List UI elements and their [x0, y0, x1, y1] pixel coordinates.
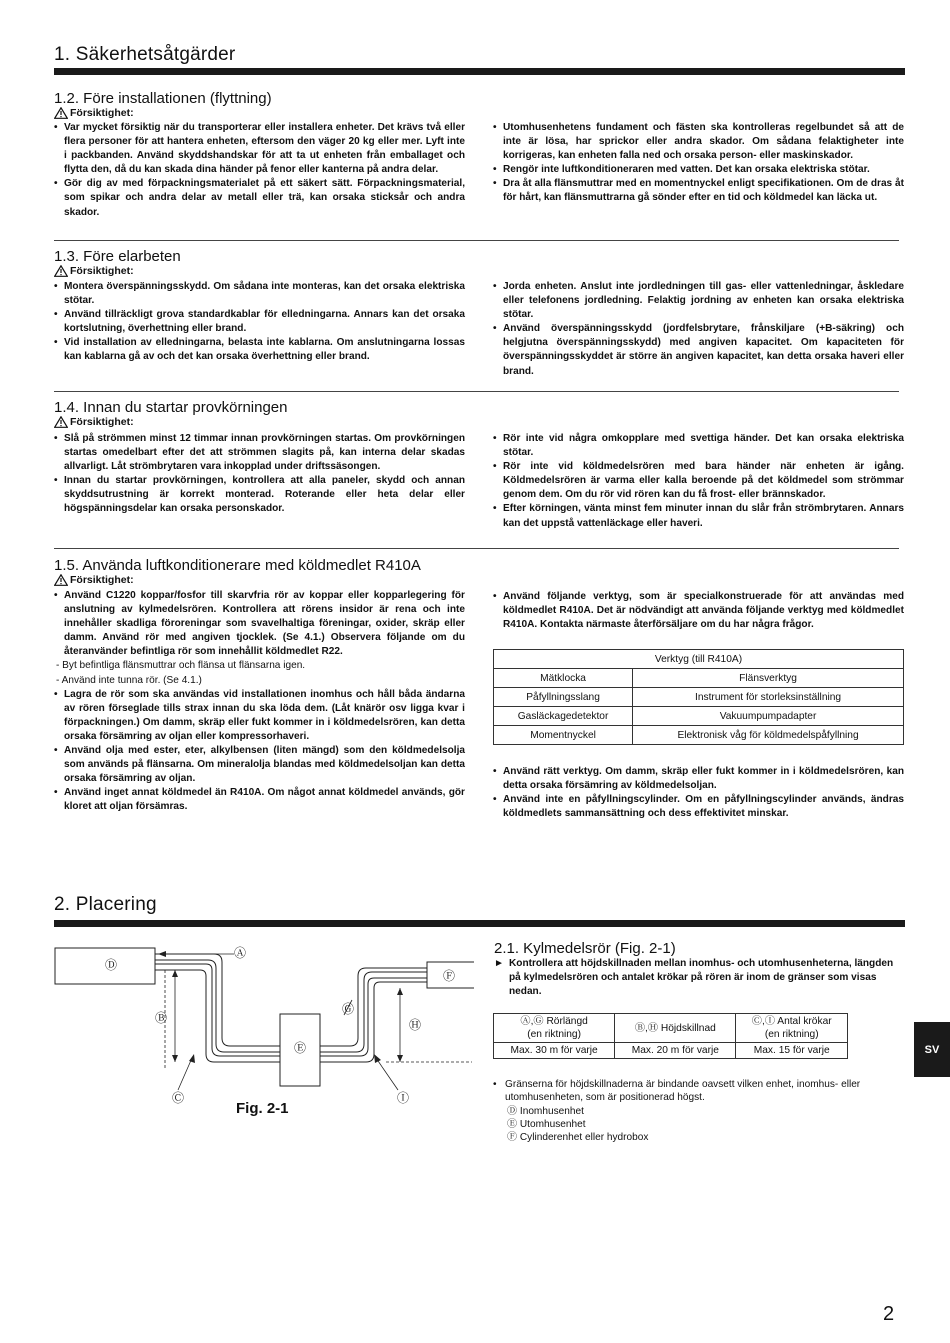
table-cell: Max. 30 m för varje	[494, 1043, 615, 1059]
s14-title: 1.4. Innan du startar provkörningen	[54, 399, 288, 416]
legend-item: Ⓓ Inomhusenhet	[507, 1105, 584, 1117]
table-cell: Vakuumpumpadapter	[633, 707, 904, 726]
section-2-title: 2. Placering	[54, 894, 157, 915]
tools-table-header: Verktyg (till R410A)	[494, 650, 904, 669]
s14-right	[493, 432, 904, 531]
section-1-rule	[54, 68, 905, 75]
s14-left	[54, 432, 465, 517]
list-item: • Rör inte vid köldmedelsrören med bara händer när enheten är igång. Köldmedelsrören är varma eller kalla beroende på det köldmedel som strömmar genom dem. Om du rör vid rören kan du få frost- eller brännskador.	[493, 460, 904, 502]
table-cell: Flänsverktyg	[633, 669, 904, 688]
header-line: Ⓐ,Ⓖ Rörlängd	[520, 1016, 588, 1027]
list-item: • Utomhusenhetens fundament och fästen ska kontrolleras regelbundet så att de inte är lösa, har sprickor eller andra skador. Om sådana felaktigheter inte korrigeras, kan enheten falla ned och orsaka person- eller maskinskador.	[493, 121, 904, 163]
pipe-line	[155, 970, 280, 1062]
label-f: Ⓕ	[443, 969, 456, 983]
list-item: • Använd överspänningsskydd (jordfelsbrytare, frånskiljare (+B-säkring) och helgjutna överspänningsskydd) med angiven kapacitet. Om kapaciteten för överspänningsskyddet är större än angiven kapacitet, kan detta orsaka haveri eller brand.	[493, 322, 904, 378]
label-e: Ⓔ	[294, 1041, 307, 1055]
list-item: • Rengör inte luftkonditioneraren med vatten. Det kan orsaka elektriska stötar.	[493, 163, 904, 177]
table-cell: Max. 15 för varje	[736, 1043, 848, 1059]
warning-icon	[54, 416, 68, 428]
page-number: 2	[883, 1303, 895, 1325]
s21-instruction	[494, 957, 906, 999]
section-1-title: 1. Säkerhetsåtgärder	[54, 44, 236, 65]
s12-caution	[54, 107, 134, 119]
s13-caution	[54, 265, 134, 277]
list-item: • Använd tillräckligt grova standardkablar för elledningarna. Annars kan det orsaka kortslutning, överhettning eller brand.	[54, 308, 465, 336]
arrow-head	[172, 1055, 178, 1062]
table-cell: Påfyllningsslang	[494, 688, 633, 707]
arrow-head	[189, 1054, 195, 1063]
s15-right-top	[493, 590, 904, 632]
caution-label: Försiktighet:	[70, 574, 134, 586]
s12-title: 1.2. Före installationen (flyttning)	[54, 90, 272, 107]
divider	[54, 391, 899, 392]
list-item: • Rör inte vid några omkopplare med svettiga händer. Det kan orsaka elektriska stötar.	[493, 432, 904, 460]
list-subitem: - Byt befintliga flänsmuttrar och flänsa ut flänsarna igen.	[56, 660, 306, 672]
bullet-icon: •	[493, 1079, 497, 1090]
s12-right	[493, 121, 904, 206]
table-cell: Momentnyckel	[494, 726, 633, 745]
s21-title: 2.1. Kylmedelsrör (Fig. 2-1)	[494, 940, 676, 957]
label-b: Ⓑ	[155, 1011, 168, 1025]
arrow-head	[158, 951, 166, 957]
table-cell: Gasläckagedetektor	[494, 707, 633, 726]
caution-label: Försiktighet:	[70, 107, 134, 119]
arrow-head	[397, 1055, 403, 1062]
header-line: Ⓒ,Ⓘ Antal krökar	[751, 1016, 832, 1027]
list-item: • Dra åt alla flänsmuttrar med en momentnyckel enligt specifikationen. Om de dras åt för hårt, kan flänsmuttrarna gå sönder efter en tid och köldmedel kan läcka ut.	[493, 177, 904, 205]
figure-caption: Fig. 2-1	[236, 1100, 289, 1117]
s15-caution	[54, 574, 134, 586]
label-h: Ⓗ	[409, 1018, 422, 1032]
leader-line	[178, 1058, 192, 1090]
caution-label: Försiktighet:	[70, 265, 134, 277]
table-header-cell	[494, 1014, 615, 1043]
label-c: Ⓒ	[172, 1091, 185, 1105]
list-item: • Innan du startar provkörningen, kontrollera att alla paneler, skydd och annan skyddsutrustning är korrekt monterad. Roterande eller heta delar eller högspänningsdelar kan orsaka personskador.	[54, 474, 465, 516]
legend-item: Ⓔ Utomhusenhet	[507, 1118, 586, 1130]
label-d: Ⓓ	[105, 958, 118, 972]
table-cell: Instrument för storleksinställning	[633, 688, 904, 707]
warning-icon	[54, 107, 68, 119]
note-text: Gränserna för höjdskillnaderna är bindande oavsett vilken enhet, inomhus- eller utomhusenheten, som är positionerad högst.	[505, 1079, 861, 1104]
table-header-cell: Ⓑ,Ⓗ Höjdskillnad	[615, 1014, 736, 1043]
section-2-rule	[54, 920, 905, 927]
list-item: • Montera överspänningsskydd. Om sådana inte monteras, kan det orsaka elektriska stötar.	[54, 280, 465, 308]
warning-icon	[54, 574, 68, 586]
warning-icon	[54, 265, 68, 277]
language-tab: SV	[914, 1022, 950, 1077]
tools-table	[493, 649, 904, 745]
list-item: • Slå på strömmen minst 12 timmar innan provkörningen startas. Om provkörningen startas omedelbart efter det att strömmen slagits på, kan interna delar skadas allvarligt. Låt strömbrytaren vara inkopplad under driftssäsongen.	[54, 432, 465, 474]
s15-right-bottom	[493, 765, 904, 821]
list-item: • Gör dig av med förpackningsmaterialet på ett säkert sätt. Förpackningsmaterial, som spikar och andra delar av metall eller trä, kan orsaka sticksår och andra skador.	[54, 177, 465, 219]
s13-left	[54, 280, 465, 365]
list-item: • Använd följande verktyg, som är specialkonstruerade för att användas med köldmedlet R410A. Det är nödvändigt att använda följande verktyg med köldmedlet R410A. Kontakta närmaste återförsäljare om du har några frågor.	[493, 590, 904, 632]
pipe-limits-table	[493, 1013, 848, 1059]
table-cell: Mätklocka	[494, 669, 633, 688]
arrow-head	[374, 1054, 381, 1063]
label-i: Ⓘ	[397, 1091, 410, 1105]
s21-instruction-text: Kontrollera att höjdskillnaden mellan inomhus- och utomhusenheterna, längden på kylmedelsrören och antalet krökar på rören är inom de gränser som visas nedan.	[509, 958, 894, 998]
leader-line	[376, 1058, 398, 1090]
table-cell: Max. 20 m för varje	[615, 1043, 736, 1059]
label-a: Ⓐ	[234, 946, 247, 960]
s14-caution	[54, 416, 134, 428]
pipe-line	[155, 964, 280, 1056]
pipe-line	[155, 954, 280, 1046]
list-item: • Använd inget annat köldmedel än R410A. Om något annat köldmedel används, gör kloret att oljan försämras.	[54, 786, 465, 814]
arrow-head	[172, 970, 178, 977]
s13-right	[493, 280, 904, 379]
list-item: • Använd rätt verktyg. Om damm, skräp eller fukt kommer in i köldmedelsrören, kan detta orsaka försämring av köldmedelsoljan.	[493, 765, 904, 793]
header-line: (en riktning)	[764, 1029, 819, 1040]
list-item: • Jorda enheten. Anslut inte jordledningen till gas- eller vattenledningar, åskledare eller telefonens jordledning. Felaktig jordning av enheten kan orsaka elektriska stötar.	[493, 280, 904, 322]
divider	[54, 240, 899, 241]
s12-left	[54, 121, 465, 220]
table-header-cell	[736, 1014, 848, 1043]
s15-title: 1.5. Använda luftkonditionerare med köldmedlet R410A	[54, 557, 421, 574]
table-cell: Elektronisk våg för köldmedelspåfyllning	[633, 726, 904, 745]
label-g: Ⓖ	[342, 1002, 355, 1016]
figure-2-1	[54, 940, 474, 1110]
list-item: • Efter körningen, vänta minst fem minuter innan du slår från strömbrytaren. Annars kan det uppstå vattenläckage eller haveri.	[493, 502, 904, 530]
list-subitem: - Använd inte tunna rör. (Se 4.1.)	[56, 674, 202, 686]
list-item: • Använd olja med ester, eter, alkylbensen (liten mängd) som den köldmedelsolja som används på flänsarna. Om mineralolja blandas med köldmedelsoljan kan detta orsaka försämring av oljan.	[54, 744, 465, 786]
header-line: (en riktning)	[527, 1029, 581, 1040]
legend-item: Ⓕ Cylinderenhet eller hydrobox	[507, 1132, 649, 1144]
list-item: • Lagra de rör som ska användas vid installationen inomhus och håll båda ändarna av rören förseglade tills strax innan du ska löda dem. (Låt knärör osv ligga kvar i förpackningen.) Om damm, skräp eller fukt kommer in i köldmedelsrören, kan detta orsaka försämring av oljan eller kompressorhaveri.	[54, 688, 465, 744]
divider	[54, 548, 899, 549]
list-item: • Var mycket försiktig när du transporterar eller installera enheter. Det krävs två eller flera personer för att hantera enheten, eftersom den väger 20 kg eller mer. Lyft inte i packbanden. Använd skyddshandskar för att ta ut enheten från emballaget och flytta den, då du kan skada dina händer på fenor eller kanterna på andra delar.	[54, 121, 465, 177]
s15-left	[54, 589, 465, 815]
triangle-bullet-icon: ►	[494, 958, 504, 969]
list-item: • Använd inte en påfyllningscylinder. Om en påfyllningscylinder används, ändras köldmedlets sammansättning och dess effektivitet minskar.	[493, 793, 904, 821]
list-item: • Använd C1220 koppar/fosfor till skarvfria rör av koppar eller kopparlegering för anslutning av kylmedelsrören. Kontrollera att rörens insidor är rena och inte innehåller skadliga föroreningar som svavelhaltiga föreningar, oxider, skräp eller damm. Använd rör med angiven tjocklek. (Se 4.1.) Observera följande om du återanvänder befintliga rör som innehållit köldmedlet R22.	[54, 589, 465, 659]
s13-title: 1.3. Före elarbeten	[54, 248, 181, 265]
arrow-head	[397, 988, 403, 995]
caution-label: Försiktighet:	[70, 416, 134, 428]
s21-note	[493, 1078, 905, 1144]
list-item: • Vid installation av elledningarna, belasta inte kablarna. Om anslutningarna lossas kan kablarna gå av och det kan orsaka överhettning eller brand.	[54, 336, 465, 364]
